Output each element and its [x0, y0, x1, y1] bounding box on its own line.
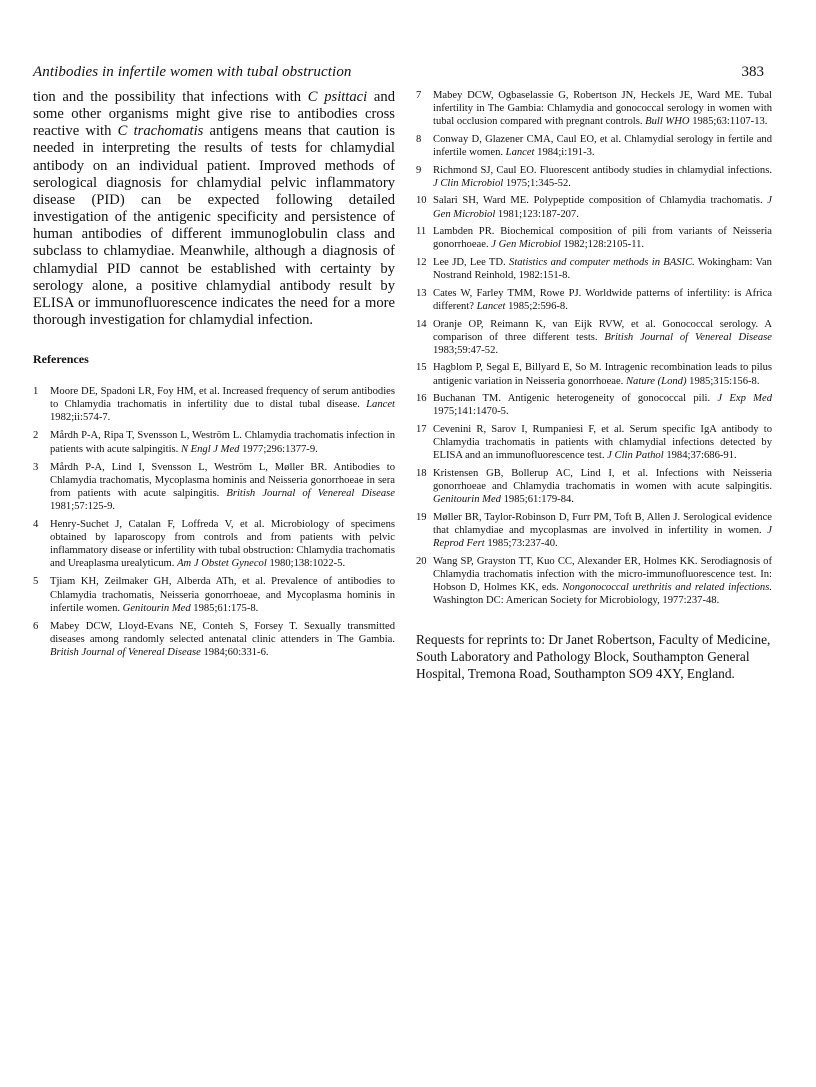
left-column — [33, 89, 395, 664]
page-number: 383 — [741, 64, 764, 80]
body-paragraph: tion and the possibility that infections with C psittaci and some other organisms might give rise to antibodies cross reactive with C trachomatis antigens means that caution is needed in interpreting the results of tests for chlamydial antibody on an individual patient. Improved methods of serological diagnosis for chlamydial pelvic inflammatory disease (PID) can be expected following detailed investigation of the antigenic specificity and persistence of human antibodies of different immunoglobulin class and subclass to chlamydiae. Meanwhile, although a diagnosis of chlamydial PID cannot be established with certainty by serology alone, a positive chlamydial antibody result by ELISA or immunofluorescence indicates the need for a more thorough investigation for chlamydial infection. — [33, 89, 396, 329]
running-title: Antibodies in infertile women with tubal obstruction — [33, 64, 352, 80]
reference-item: 18 Kristensen GB, Bollerup AC, Lind I, et al. Infections with Neisseria gonorrhoeae and Chlamydia trachomatis in women with acute salpingitis. Genitourin Med 1985;61:179-84. — [416, 467, 772, 506]
reference-list-left — [33, 385, 395, 659]
reference-item: 7 Mabey DCW, Ogbaselassie G, Robertson JN, Heckels JE, Ward ME. Tubal infertility in The Gambia: Chlamydia and gonococcal serology in women with tubal occlusion compared with pregnant controls. Bull WHO 1985;63:1107-13. — [416, 90, 772, 128]
reference-item: 1 Moore DE, Spadoni LR, Foy HM, et al. Increased frequency of serum antibodies to Chlamydia trachomatis in infertility due to distal tubal disease. Lancet 1982;ii:574-7. — [33, 386, 395, 424]
reference-item: 6 Mabey DCW, Lloyd-Evans NE, Conteh S, Forsey T. Sexually transmitted diseases among randomly selected antenatal clinic attenders in The Gambia. British Journal of Venereal Disease 1984;60:331-6. — [33, 620, 395, 658]
reference-item: 13 Cates W, Farley TMM, Rowe PJ. Worldwide patterns of infertility: is Africa different? Lancet 1985;2:596-8. — [416, 287, 772, 312]
right-column — [416, 89, 772, 612]
reference-item: 3 Mårdh P-A, Lind I, Svensson L, Weström L, Møller BR. Antibodies to Chlamydia trachomatis, Mycoplasma hominis and Neisseria gonorrhoeae in sera from patients with acute salpingitis. British Journal of Venereal Disease 1981;57:125-9. — [33, 461, 396, 512]
reference-item: 9 Richmond SJ, Caul EO. Fluorescent antibody studies in chlamydial infections. J Clin Microbiol 1975;1:345-52. — [416, 164, 772, 189]
reference-item: 11 Lambden PR. Biochemical composition of pili from variants of Neisseria gonorrhoeae. J Gen Microbiol 1982;128:2105-11. — [416, 226, 772, 251]
reference-item: 4 Henry-Suchet J, Catalan F, Loffreda V, et al. Microbiology of specimens obtained by laparoscopy from controls and from patients with pelvic inflammatory disease or infertility with tubal obstruction: Chlamydia trachomatis and Ureaplasma urealyticum. Am J Obstet Gynecol 1980;138:1022-5. — [33, 519, 395, 570]
reference-item: 2 Mårdh P-A, Ripa T, Svensson L, Weström L. Chlamydia trachomatis infection in patients with acute salpingitis. N Engl J Med 1977;296:1377-9. — [33, 430, 395, 455]
reference-item: 12 Lee JD, Lee TD. Statistics and computer methods in BASIC. Wokingham: Van Nostrand Reinhold, 1982:151-8. — [416, 257, 772, 282]
reference-item: 8 Conway D, Glazener CMA, Caul EO, et al. Chlamydial serology in fertile and infertile women. Lancet 1984;i:191-3. — [416, 133, 772, 158]
reference-item: 17 Cevenini R, Sarov I, Rumpaniesi F, et al. Serum specific IgA antibody to Chlamydia trachomatis in patients with chlamydial infections detected by ELISA and an immunofluorescence test. J Clin Pathol 1984;37:686-91. — [416, 424, 772, 462]
reference-item: 10 Salari SH, Ward ME. Polypeptide composition of Chlamydia trachomatis. J Gen Microbiol 1981;123:187-207. — [416, 195, 772, 220]
reference-item: 19 Møller BR, Taylor-Robinson D, Furr PM, Toft B, Allen J. Serological evidence that chlamydiae and mycoplasmas are involved in infertility in women. J Reprod Fert 1985;73:237-40. — [416, 511, 772, 549]
reference-item: 20 Wang SP, Grayston TT, Kuo CC, Alexander ER, Holmes KK. Serodiagnosis of Chlamydia trachomatis infection with the micro-immunofluorescence test. In: Hobson D, Holmes KK, eds. Nongonococcal urethritis and related infections. Washington DC: American Society for Microbiology, 1977:237-48. — [416, 555, 772, 606]
reference-item: 14 Oranje OP, Reimann K, van Eijk RVW, et al. Gonococcal serology. A comparison of three different tests. British Journal of Venereal Disease 1983;59:47-52. — [416, 318, 772, 356]
reference-item: 5 Tjiam KH, Zeilmaker GH, Alberda ATh, et al. Prevalence of antibodies to Chlamydia trachomatis, Neisseria gonorrhoeae, and Mycoplasma hominis in infertile women. Genitourin Med 1985;61:175-8. — [33, 576, 395, 614]
references-heading: References — [33, 352, 89, 367]
reference-item: 15 Hagblom P, Segal E, Billyard E, So M. Intragenic recombination leads to pilus antigenic variation in Neisseria gonorrhoeae. Nature (Lond) 1985;315:156-8. — [416, 362, 772, 387]
reference-item: 16 Buchanan TM. Antigenic heterogeneity of gonococcal pili. J Exp Med 1975;141:1470-5. — [416, 393, 772, 418]
reference-list-right — [416, 89, 772, 607]
reprint-request: Requests for reprints to: Dr Janet Robertson, Faculty of Medicine, South Laboratory and Pathology Block, Southampton General Hospital, Tremona Road, Southampton SO9 4XY, England. — [416, 632, 771, 681]
